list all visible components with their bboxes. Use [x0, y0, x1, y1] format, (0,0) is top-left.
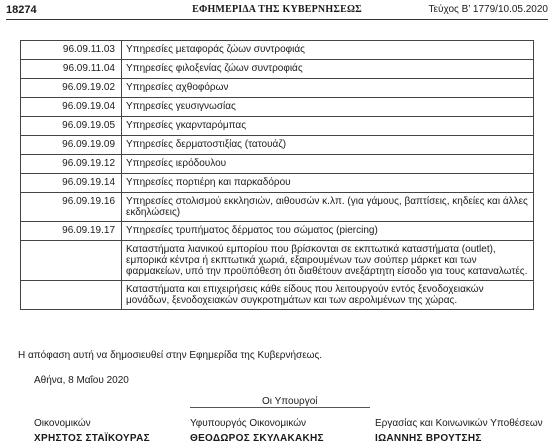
page-header [6, 0, 548, 20]
place-and-date: Αθήνα, 8 Μαΐου 2020 [34, 375, 129, 386]
activity-description: Υπηρεσίες μεταφοράς ζώων συντροφιάς [122, 41, 534, 60]
activity-code: 96.09.19.09 [21, 136, 122, 155]
activity-code: 96.09.19.04 [21, 98, 122, 117]
activity-description: Υπηρεσίες τρυπήματος δέρματος του σώματος (piercing) [122, 222, 534, 241]
table-row [21, 222, 534, 241]
activity-code: 96.09.19.14 [21, 174, 122, 193]
signatory-role: Εργασίας και Κοινωνικών Υποθέσεων [375, 418, 543, 429]
table-row [21, 79, 534, 98]
signatory-name: ΧΡΗΣΤΟΣ ΣΤΑΪΚΟΥΡΑΣ [34, 433, 150, 444]
activity-description: Υπηρεσίες δερματοστιξίας (τατουάζ) [122, 136, 534, 155]
activity-code [21, 281, 122, 310]
table-row [21, 41, 534, 60]
signatory-deputy-finance-minister [190, 416, 324, 446]
table-row [21, 155, 534, 174]
activity-description: Υπηρεσίες αχθοφόρων [122, 79, 534, 98]
signatory-role: Οικονομικών [34, 418, 91, 429]
signatory-name: ΘΕΟΔΩΡΟΣ ΣΚΥΛΑΚΑΚΗΣ [190, 433, 324, 444]
ministers-heading: Οι Υπουργοί [262, 396, 318, 407]
table-row [21, 136, 534, 155]
activity-description: Υπηρεσίες πορτιέρη και παρκαδόρου [122, 174, 534, 193]
activity-code: 96.09.19.17 [21, 222, 122, 241]
activity-code: 96.09.19.12 [21, 155, 122, 174]
activity-code [21, 241, 122, 281]
page-number: 18274 [6, 4, 37, 16]
signatory-labour-minister [375, 416, 543, 446]
activity-description: Υπηρεσίες στολισμού εκκλησιών, αιθουσών κ.λπ. (για γάμους, βαπτίσεις, κηδείες και άλλες εκδηλώσεις) [122, 193, 534, 222]
gazette-title: ΕΦΗΜΕΡΙΔΑ ΤΗΣ ΚΥΒΕΡΝΗΣΕΩΣ [192, 4, 362, 15]
activity-code: 96.09.11.03 [21, 41, 122, 60]
signatory-name: ΙΩΑΝΝΗΣ ΒΡΟΥΤΣΗΣ [375, 433, 482, 444]
table-row [21, 174, 534, 193]
activity-code: 96.09.19.02 [21, 79, 122, 98]
signatory-finance-minister [34, 416, 150, 446]
activity-code: 96.09.19.05 [21, 117, 122, 136]
activity-description: Υπηρεσίες φιλοξενίας ζώων συντροφιάς [122, 60, 534, 79]
table-row [21, 60, 534, 79]
table-row [21, 117, 534, 136]
table-row [21, 193, 534, 222]
activity-code: 96.09.19.16 [21, 193, 122, 222]
activity-description: Υπηρεσίες γκαρνταρόμπας [122, 117, 534, 136]
activity-code: 96.09.11.04 [21, 60, 122, 79]
activity-description: Υπηρεσίες ιερόδουλου [122, 155, 534, 174]
issue-reference: Τεύχος Β’ 1779/10.05.2020 [428, 4, 548, 15]
signatory-role: Υφυπουργός Οικονομικών [190, 418, 307, 429]
table-row [21, 241, 534, 281]
ministers-divider [190, 407, 370, 408]
activity-codes-table [20, 40, 534, 310]
closing-statement: Η απόφαση αυτή να δημοσιευθεί στην Εφημερίδα της Κυβερνήσεως. [18, 350, 323, 361]
activity-description: Υπηρεσίες γευσιγνωσίας [122, 98, 534, 117]
header-divider [6, 19, 548, 20]
table-row [21, 98, 534, 117]
table-row [21, 281, 534, 310]
activity-description: Καταστήματα και επιχειρήσεις κάθε είδους που λειτουργούν εντός ξενοδοχειακών μονάδων, ξενοδοχειακών συγκροτημάτων και των αερολιμένων της χώρας. [122, 281, 534, 310]
activity-description: Καταστήματα λιανικού εμπορίου που βρίσκονται σε εκπτωτικά καταστήματα (outlet), εμπορικά κέντρα ή εκπτωτικά χωριά, εξαιρουμένων των σούπερ μάρκετ και των φαρμακείων, υπό την προϋπόθεση ότι διαθέτουν ανεξάρτητη είσοδο για τους καταναλωτές. [122, 241, 534, 281]
